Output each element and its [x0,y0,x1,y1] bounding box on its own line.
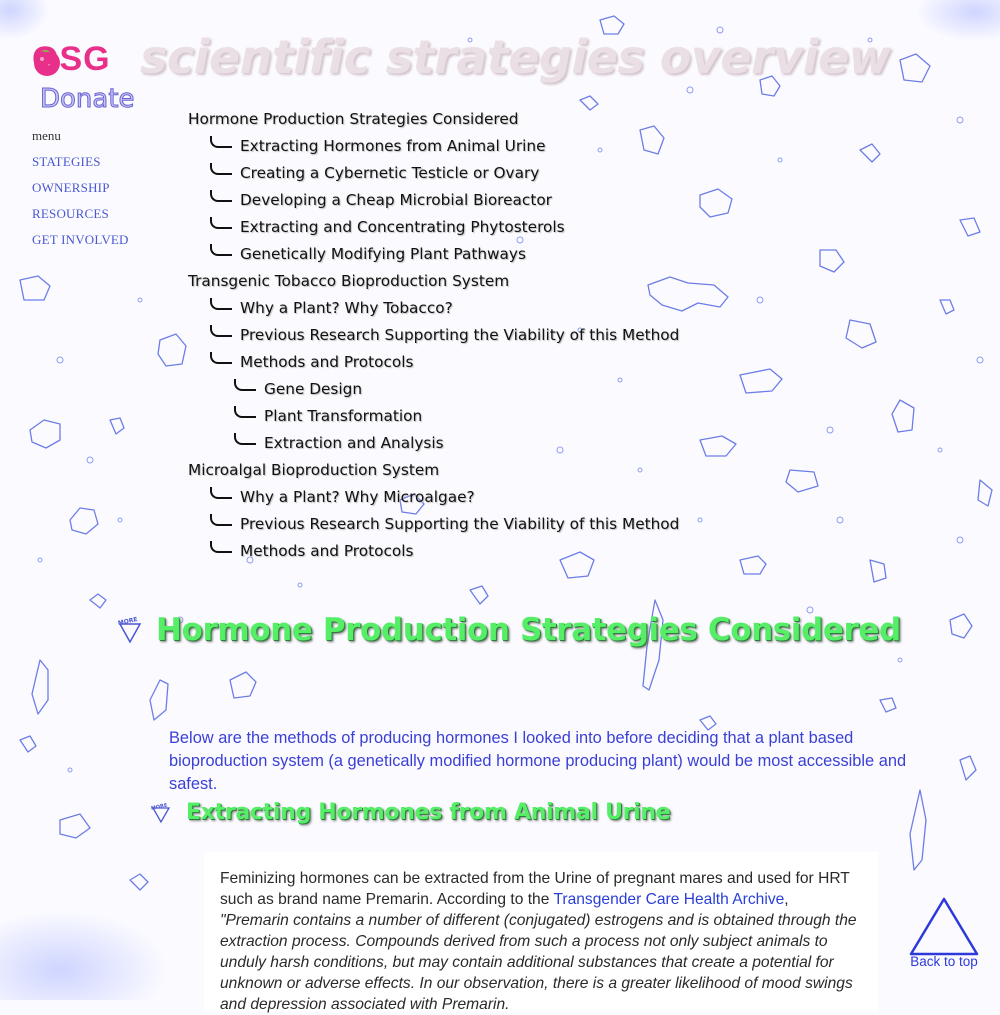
subsection-heading [150,800,670,825]
branch-icon [210,514,232,526]
table-of-contents [188,106,679,565]
menu-item-get-involved[interactable]: GET INVOLVED [32,232,129,247]
back-to-top-label: Back to top [910,954,978,969]
toc-item[interactable]: Genetically Modifying Plant Pathways [188,241,679,268]
branch-icon [210,217,232,229]
toc-item[interactable]: Microalgal Bioproduction System [188,461,440,479]
archive-link[interactable]: Transgender Care Health Archive [553,891,785,908]
branch-icon [210,541,232,553]
toc-item[interactable]: Extracting Hormones from Animal Urine [188,133,679,160]
branch-icon [210,487,232,499]
subsection-title: Extracting Hormones from Animal Urine [186,800,671,825]
menu-label: menu [32,128,61,143]
toc-item[interactable]: Previous Research Supporting the Viability of this Method [188,322,679,349]
branch-icon [234,433,256,445]
branch-icon [210,298,232,310]
more-icon-text: MORE [117,616,139,628]
more-arrow-icon[interactable] [150,802,172,824]
quote-text: "Premarin contains a number of different (conjugated) estrogens and is obtained through the extraction process. Compounds derived from such a process not only subject animals to unduly harsh conditions, but may contain additional substances that create a potential for unknown or adverse effects. In our observation, there is a greater likelihood of mood swings and depression associated with Premarin. [220,912,857,1013]
toc-item[interactable]: Plant Transformation [188,403,679,430]
toc-item[interactable]: Methods and Protocols [188,538,679,565]
toc-item[interactable]: Transgenic Tobacco Bioproduction System [188,272,510,290]
branch-icon [210,352,232,364]
menu-item-resources[interactable]: RESOURCES [32,206,109,221]
section-intro: Below are the methods of producing hormones I looked into before deciding that a plant based bioproduction system (a genetically modified hormone producing plant) would be most accessible and safest. [169,729,907,794]
toc-item[interactable]: Developing a Cheap Microbial Bioreactor [188,187,679,214]
section-heading [116,612,901,648]
branch-icon [210,244,232,256]
toc-item[interactable]: Extraction and Analysis [188,430,679,457]
toc-item[interactable]: Creating a Cybernetic Testicle or Ovary [188,160,679,187]
side-menu [32,128,129,258]
branch-icon [210,163,232,175]
toc-item[interactable]: Methods and Protocols [188,349,679,376]
branch-icon [234,406,256,418]
donate-link[interactable]: Donate [40,84,135,114]
branch-icon [234,379,256,391]
toc-item[interactable]: Gene Design [188,376,679,403]
toc-item[interactable]: Why a Plant? Why Microalgae? [188,484,679,511]
triangle-up-icon [908,896,980,958]
branch-icon [210,136,232,148]
logo-text: OSG [32,40,111,78]
branch-icon [210,190,232,202]
content-card [204,852,878,1012]
site-logo[interactable] [30,38,120,88]
toc-item[interactable]: Hormone Production Strategies Considered [188,110,519,128]
back-to-top-button[interactable] [906,896,982,969]
menu-item-ownership[interactable]: OWNERSHIP [32,180,110,195]
more-arrow-icon[interactable] [116,616,144,644]
toc-item[interactable]: Extracting and Concentrating Phytosterols [188,214,679,241]
menu-item-strategies[interactable]: STATEGIES [32,154,101,169]
toc-item[interactable]: Why a Plant? Why Tobacco? [188,295,679,322]
toc-item[interactable]: Previous Research Supporting the Viability of this Method [188,511,679,538]
subsection-body: Feminizing hormones can be extracted from the Urine of pregnant mares and used for HRT such as brand name Premarin. According to the Transgender Care Health Archive, "Premarin contains a number of different (conjugated) estrogens and is obtained through the extraction process. Compounds derived from such a process not only subject animals to unduly harsh conditions, but may contain additional substances that create a potential for unknown or adverse effects. In our observation, there is a greater likelihood of mood swings and depression associated with Premarin. [220,870,857,1013]
branch-icon [210,325,232,337]
more-icon-text: MORE [150,802,168,812]
section-title: Hormone Production Strategies Considered [156,612,901,648]
site-title: scientific strategies overview [140,30,891,84]
